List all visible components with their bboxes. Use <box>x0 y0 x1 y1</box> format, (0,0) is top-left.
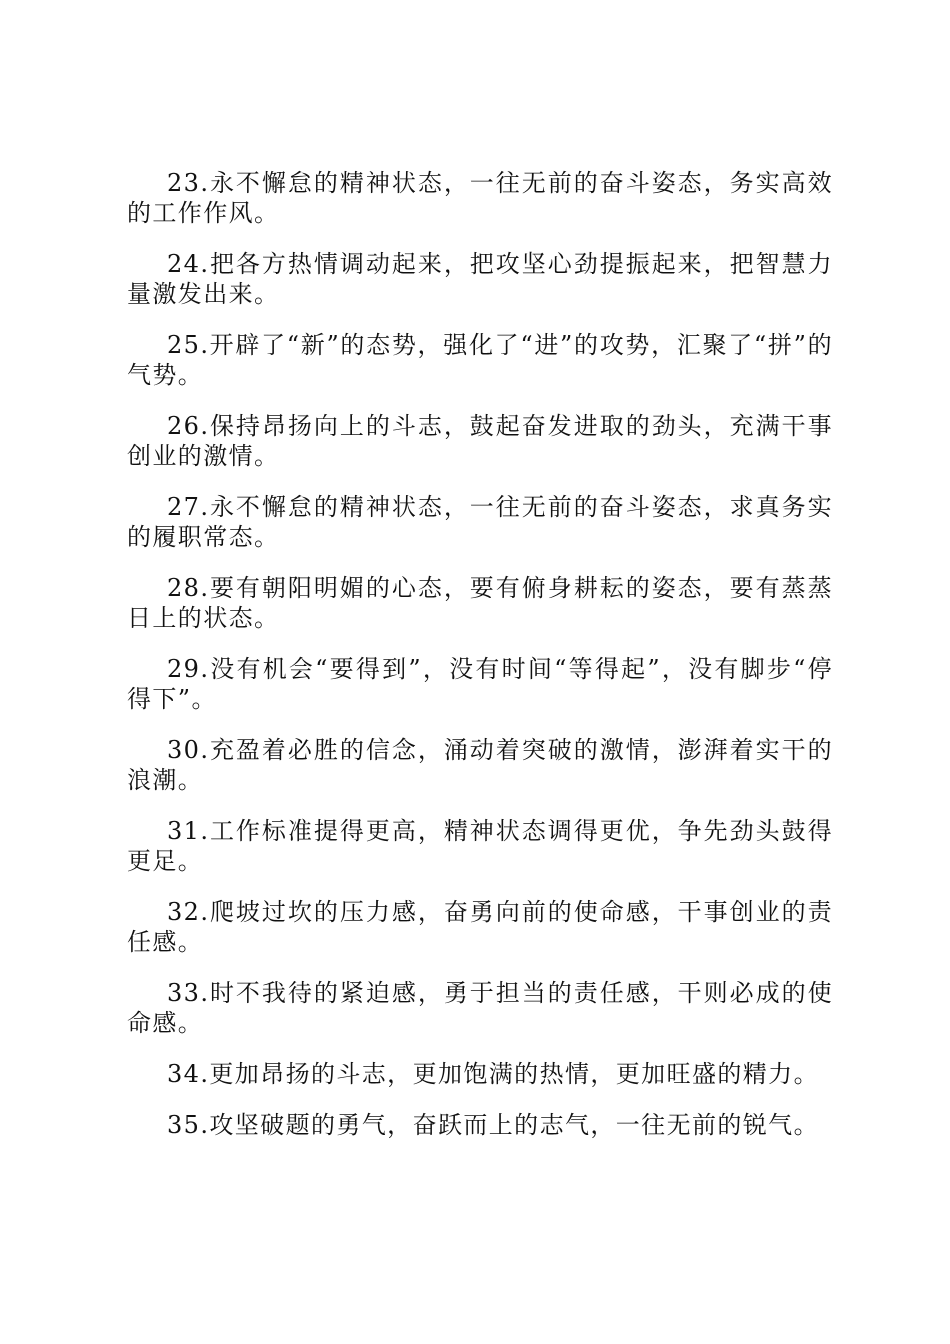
paragraph-29: 29.没有机会“要得到”，没有时间“等得起”，没有脚步“停得下”。 <box>127 655 833 713</box>
paragraph-25: 25.开辟了“新”的态势，强化了“进”的攻势，汇聚了“拼”的气势。 <box>127 331 833 389</box>
paragraph-23: 23.永不懈怠的精神状态，一往无前的奋斗姿态，务实高效的工作作风。 <box>127 169 833 227</box>
paragraph-30: 30.充盈着必胜的信念，涌动着突破的激情，澎湃着实干的浪潮。 <box>127 736 833 794</box>
paragraph-35: 35.攻坚破题的勇气，奋跃而上的志气，一往无前的锐气。 <box>167 1111 819 1139</box>
paragraph-26: 26.保持昂扬向上的斗志，鼓起奋发进取的劲头，充满干事创业的激情。 <box>127 412 833 470</box>
paragraph-24: 24.把各方热情调动起来，把攻坚心劲提振起来，把智慧力量激发出来。 <box>127 250 833 308</box>
paragraph-28: 28.要有朝阳明媚的心态，要有俯身耕耘的姿态，要有蒸蒸日上的状态。 <box>127 574 833 632</box>
paragraph-33: 33.时不我待的紧迫感，勇于担当的责任感，干则必成的使命感。 <box>127 979 833 1037</box>
paragraph-31: 31.工作标准提得更高，精神状态调得更优，争先劲头鼓得更足。 <box>127 817 833 875</box>
document-body <box>127 168 833 1161</box>
paragraph-27: 27.永不懈怠的精神状态，一往无前的奋斗姿态，求真务实的履职常态。 <box>127 493 833 551</box>
paragraph-34: 34.更加昂扬的斗志，更加饱满的热情，更加旺盛的精力。 <box>167 1060 819 1088</box>
paragraph-32: 32.爬坡过坎的压力感，奋勇向前的使命感，干事创业的责任感。 <box>127 898 833 956</box>
